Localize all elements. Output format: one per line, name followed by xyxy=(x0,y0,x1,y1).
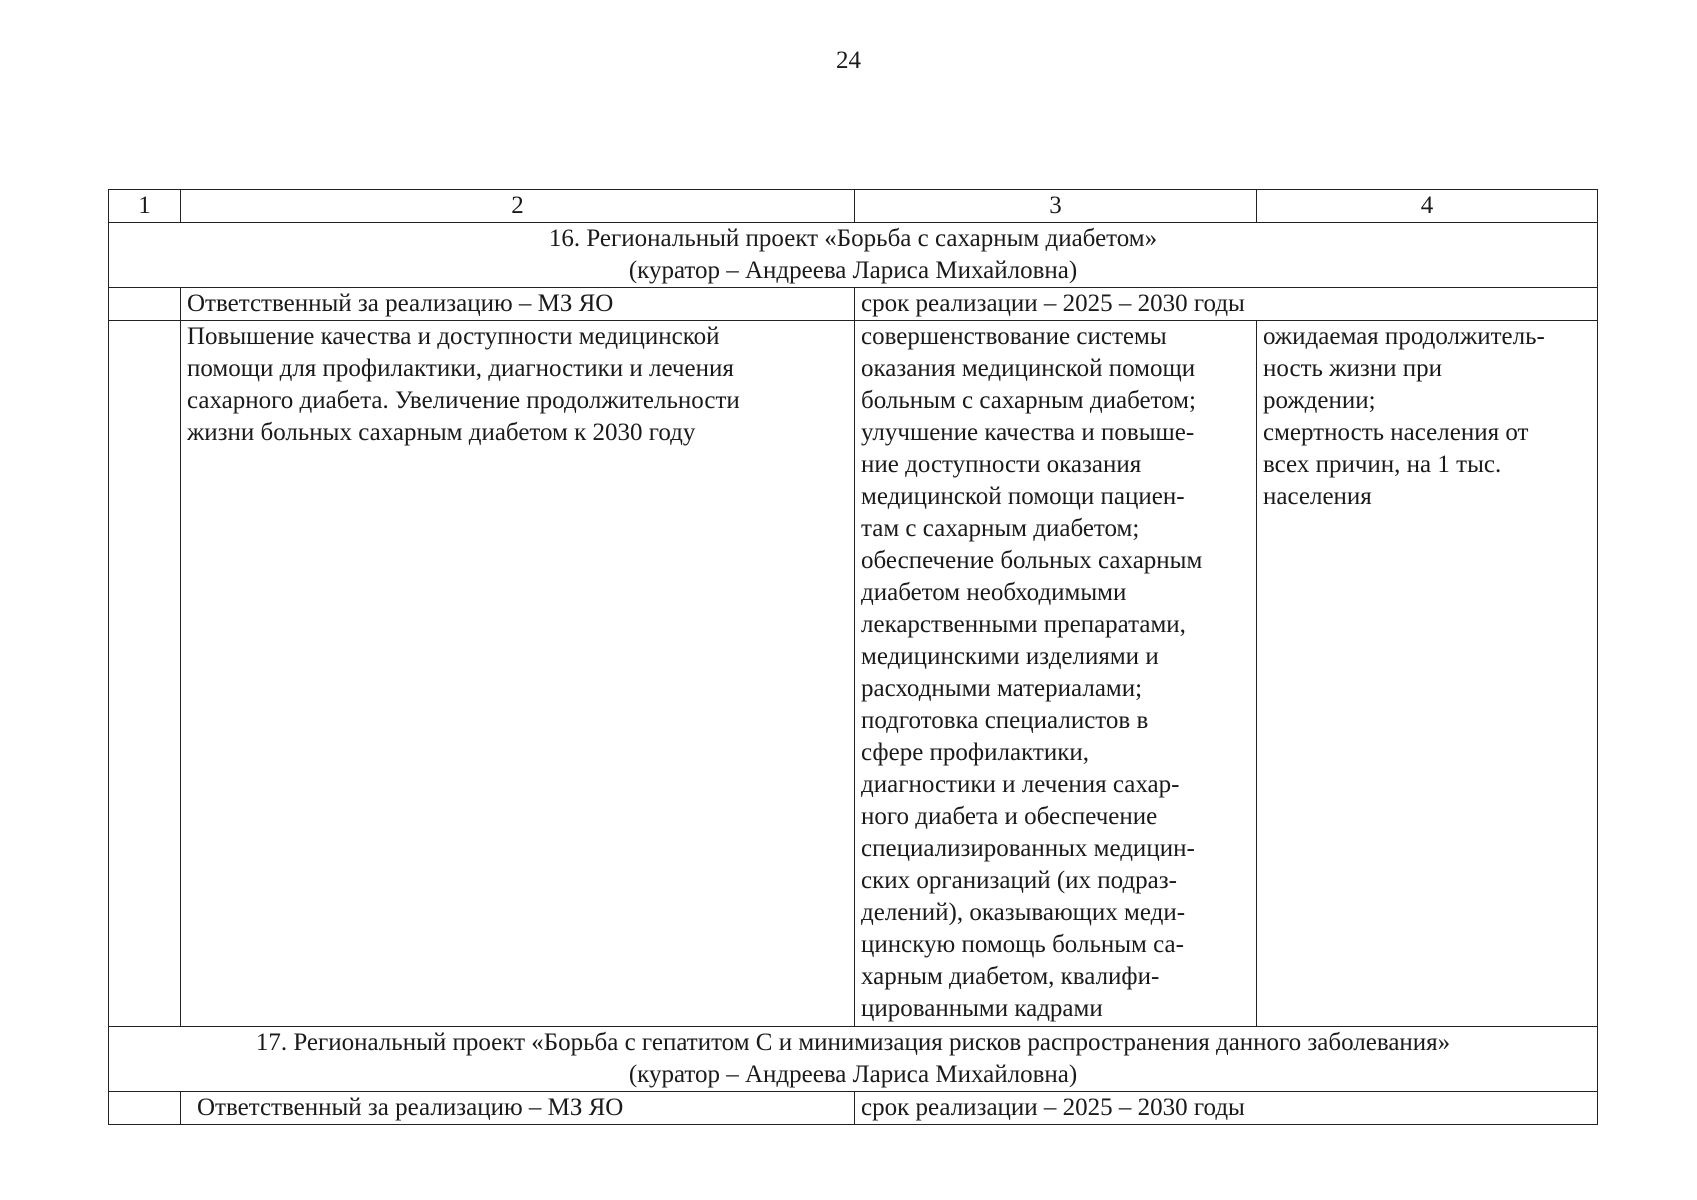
section-17-responsible: Ответственный за реализацию – МЗ ЯО xyxy=(181,1092,855,1125)
task-line: улучшение качества и повыше- xyxy=(861,419,1195,446)
task-line: харным диабетом, квалифи- xyxy=(861,963,1160,990)
goal-line: сахарного диабета. Увеличение продолжительности xyxy=(187,387,740,414)
column-number-1: 1 xyxy=(109,190,181,223)
column-number-row xyxy=(109,190,1598,223)
goal-line: Повышение качества и доступности медицинской xyxy=(187,323,720,350)
task-line: ного диабета и обеспечение xyxy=(861,803,1158,830)
section-16-responsible-row xyxy=(109,288,1598,321)
indicator-line: всех причин, на 1 тыс. xyxy=(1263,451,1502,478)
task-line: медицинскими изделиями и xyxy=(861,643,1159,670)
indicator-line: ность жизни при xyxy=(1263,355,1442,382)
section-16-heading-row xyxy=(109,223,1598,288)
section-16-content-row xyxy=(109,321,1598,1027)
task-line: медицинской помощи пациен- xyxy=(861,483,1185,510)
section-17-curator: (куратор – Андреева Лариса Михайловна) xyxy=(628,1061,1078,1088)
task-line: диабетом необходимыми xyxy=(861,579,1127,606)
task-line: лекарственными препаратами, xyxy=(861,611,1186,638)
section-17-heading xyxy=(109,1027,1598,1092)
task-line: диагностики и лечения сахар- xyxy=(861,771,1180,798)
section-16-goal xyxy=(181,321,855,1027)
section-16-curator: (куратор – Андреева Лариса Михайловна) xyxy=(628,257,1078,284)
task-line: цинскую помощь больным са- xyxy=(861,931,1184,958)
task-line: ние доступности оказания xyxy=(861,451,1142,478)
section-16-tasks xyxy=(855,321,1257,1027)
goal-line: помощи для профилактики, диагностики и лечения xyxy=(187,355,734,382)
task-line: совершенствование системы xyxy=(861,323,1167,350)
goal-line: жизни больных сахарным диабетом к 2030 году xyxy=(187,419,696,446)
task-line: делений), оказывающих меди- xyxy=(861,899,1186,926)
task-line: расходными материалами; xyxy=(861,675,1143,702)
projects-table xyxy=(108,189,1598,1125)
section-17-blank-cell xyxy=(109,1092,181,1125)
section-17-responsible-row xyxy=(109,1092,1598,1125)
column-number-4: 4 xyxy=(1257,190,1598,223)
task-line: сфере профилактики, xyxy=(861,739,1089,766)
section-16-responsible: Ответственный за реализацию – МЗ ЯО xyxy=(181,288,855,321)
section-17-title: 17. Региональный проект «Борьба с гепатитом С и минимизация рисков распространения данного заболевания» xyxy=(255,1029,1451,1056)
section-16-title: 16. Региональный проект «Борьба с сахарным диабетом» xyxy=(548,225,1158,252)
section-17-heading-row xyxy=(109,1027,1598,1092)
task-line: подготовка специалистов в xyxy=(861,707,1149,734)
task-line: обеспечение больных сахарным xyxy=(861,547,1203,574)
section-16-heading xyxy=(109,223,1598,288)
indicator-line: рождении; xyxy=(1263,387,1376,414)
task-line: специализированных медицин- xyxy=(861,835,1195,862)
column-number-2: 2 xyxy=(181,190,855,223)
page-number: 24 xyxy=(836,47,861,74)
task-line: ских организаций (их подраз- xyxy=(861,867,1177,894)
section-16-term: срок реализации – 2025 – 2030 годы xyxy=(855,288,1598,321)
task-line: оказания медицинской помощи xyxy=(861,355,1196,382)
section-17-term: срок реализации – 2025 – 2030 годы xyxy=(855,1092,1598,1125)
indicator-line: ожидаемая продолжитель- xyxy=(1263,323,1545,350)
task-line: цированными кадрами xyxy=(861,995,1103,1022)
section-16-blank-cell xyxy=(109,288,181,321)
task-line: больным с сахарным диабетом; xyxy=(861,387,1196,414)
indicator-line: смертность населения от xyxy=(1263,419,1529,446)
section-16-number-cell xyxy=(109,321,181,1027)
column-number-3: 3 xyxy=(855,190,1257,223)
indicator-line: населения xyxy=(1263,483,1372,510)
task-line: там с сахарным диабетом; xyxy=(861,515,1140,542)
section-16-indicators xyxy=(1257,321,1598,1027)
